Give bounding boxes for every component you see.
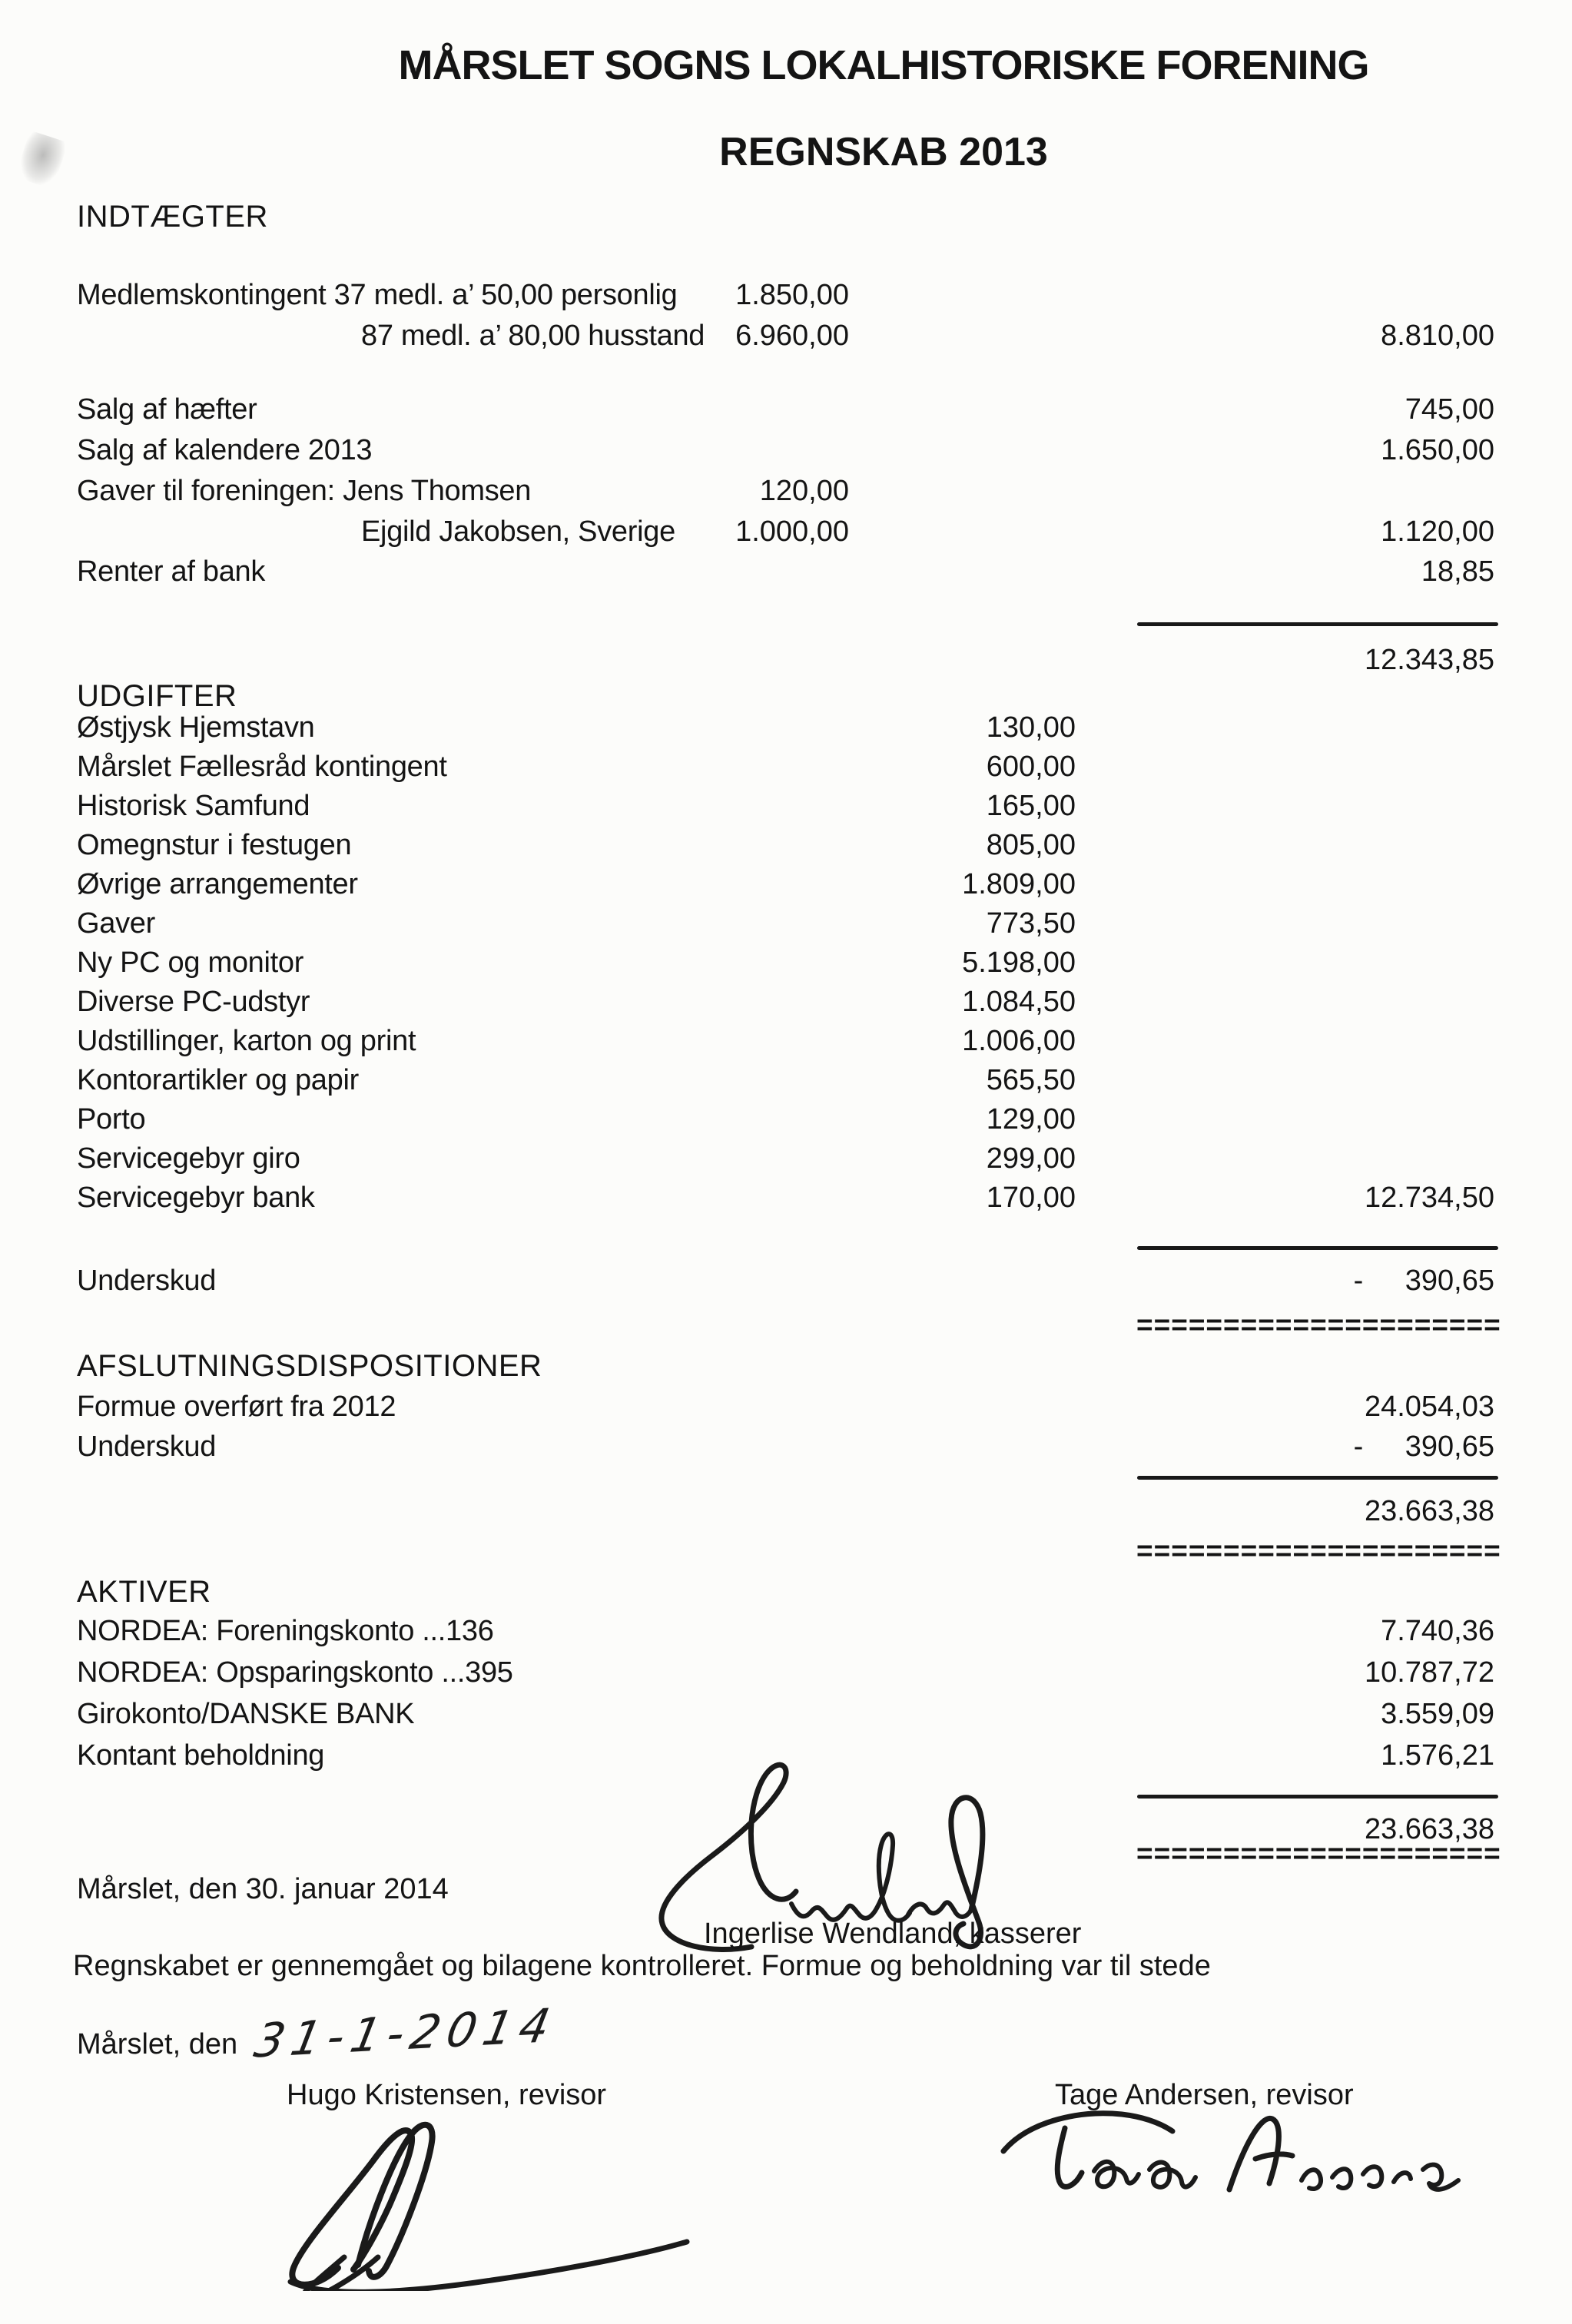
row-amount-total: 390,65 [1405, 1431, 1494, 1463]
row-label: Salg af kalendere 2013 [77, 434, 373, 466]
ledger-row [0, 1615, 1572, 1653]
row-amount-expense: 1.809,00 [962, 868, 1076, 900]
row-amount-expense: 1.006,00 [962, 1025, 1076, 1057]
row-amount-expense: 130,00 [986, 711, 1076, 744]
row-label: Gaver [77, 907, 155, 940]
ledger-row [0, 1431, 1572, 1469]
sum-rule [1137, 1795, 1498, 1799]
row-amount-expense: 170,00 [986, 1182, 1076, 1214]
ledger-row [0, 320, 1572, 358]
double-rule: ===================== [1136, 1309, 1501, 1341]
ledger-row [0, 986, 1572, 1024]
ledger-row [0, 868, 1572, 907]
auditor-left-name: Hugo Kristensen, revisor [287, 2079, 607, 2111]
section-heading-closing: AFSLUTNINGSDISPOSITIONER [77, 1349, 542, 1383]
sum-rule [1137, 622, 1498, 626]
ledger-row [0, 1025, 1572, 1063]
ledger-row [0, 907, 1572, 946]
ledger-row [0, 1064, 1572, 1102]
closing-sum: 23.663,38 [1364, 1495, 1494, 1527]
row-amount-expense: 805,00 [986, 829, 1076, 861]
section-heading-assets: AKTIVER [77, 1575, 211, 1609]
minus-sign: - [1353, 1431, 1364, 1463]
row-label: Gaver til foreningen: Jens Thomsen [77, 475, 532, 507]
ledger-row [0, 751, 1572, 789]
row-amount-sub: 1.000,00 [735, 516, 849, 548]
minus-sign: - [1353, 1265, 1364, 1297]
row-amount-total: 8.810,00 [1381, 320, 1494, 352]
row-label: Medlemskontingent 37 medl. a’ 50,00 personlig [77, 279, 678, 311]
ledger-sum-row [0, 1495, 1572, 1533]
ledger-row [0, 434, 1572, 472]
row-label: Diverse PC-udstyr [77, 986, 310, 1018]
ledger-row [0, 790, 1572, 828]
audit-note: Regnskabet er gennemgået og bilagene kontrolleret. Formue og beholdning var til stede [73, 1950, 1211, 1982]
double-rule: ===================== [1136, 1838, 1501, 1869]
row-label: Salg af hæfter [77, 393, 257, 426]
row-label: Øvrige arrangementer [77, 868, 358, 900]
row-amount-total: 1.576,21 [1381, 1739, 1494, 1772]
row-label: Underskud [77, 1265, 217, 1297]
row-label: Udstillinger, karton og print [77, 1025, 416, 1057]
row-label: Ejgild Jakobsen, Sverige [361, 516, 675, 548]
row-label: Omegnstur i festugen [77, 829, 352, 861]
row-label: 87 medl. a’ 80,00 husstand [361, 320, 705, 352]
sum-rule [1137, 1246, 1498, 1250]
row-label: Porto [77, 1103, 146, 1135]
section-heading-income: INDTÆGTER [77, 200, 268, 234]
row-amount-total: 7.740,36 [1381, 1615, 1494, 1647]
treasurer-place-date: Mårslet, den 30. januar 2014 [77, 1873, 449, 1905]
ledger-row [0, 1698, 1572, 1736]
row-amount-total: 12.734,50 [1364, 1182, 1494, 1214]
row-amount-sub: 120,00 [759, 475, 849, 507]
row-label: NORDEA: Foreningskonto ...136 [77, 1615, 494, 1647]
scan-smudge [15, 131, 68, 190]
row-label: Østjysk Hjemstavn [77, 711, 315, 744]
row-label: Girokonto/DANSKE BANK [77, 1698, 415, 1730]
ledger-row [0, 475, 1572, 513]
row-amount-total: 3.559,09 [1381, 1698, 1494, 1730]
ledger-row [0, 555, 1572, 594]
document-subtitle: REGNSKAB 2013 [719, 130, 1048, 174]
row-amount-sub: 1.850,00 [735, 279, 849, 311]
ledger-row [0, 1103, 1572, 1142]
row-label: Historisk Samfund [77, 790, 310, 822]
row-amount-total: 1.650,00 [1381, 434, 1494, 466]
ledger-row [0, 1656, 1572, 1695]
document-title: MÅRSLET SOGNS LOKALHISTORISKE FORENING [398, 42, 1369, 88]
row-amount-total: 1.120,00 [1381, 516, 1494, 548]
ledger-row [0, 1391, 1572, 1429]
row-amount-expense: 5.198,00 [962, 947, 1076, 979]
row-label: Formue overført fra 2012 [77, 1391, 396, 1423]
double-rule: ===================== [1136, 1535, 1501, 1566]
row-amount-total: 745,00 [1405, 393, 1494, 426]
row-label: Kontant beholdning [77, 1739, 325, 1772]
ledger-row [0, 1265, 1572, 1303]
row-amount-expense: 299,00 [986, 1142, 1076, 1175]
ledger-row [0, 947, 1572, 985]
row-amount-total: 390,65 [1405, 1265, 1494, 1297]
section-heading-expenses: UDGIFTER [77, 679, 237, 713]
row-amount-expense: 1.084,50 [962, 986, 1076, 1018]
row-label: Ny PC og monitor [77, 947, 304, 979]
row-label: Kontorartikler og papir [77, 1064, 359, 1096]
row-label: Underskud [77, 1431, 217, 1463]
auditor-right-name: Tage Andersen, revisor [1055, 2079, 1354, 2111]
treasurer-name: Ingerlise Wendland, kasserer [704, 1918, 1082, 1950]
ledger-sum-row [0, 644, 1572, 682]
ledger-row [0, 393, 1572, 432]
row-amount-total: 10.787,72 [1364, 1656, 1494, 1689]
ledger-row [0, 711, 1572, 750]
ledger-row [0, 516, 1572, 554]
row-label: Renter af bank [77, 555, 266, 588]
row-amount-total: 24.054,03 [1364, 1391, 1494, 1423]
row-amount-sub: 6.960,00 [735, 320, 849, 352]
row-label: Mårslet Fællesråd kontingent [77, 751, 447, 783]
row-amount-expense: 773,50 [986, 907, 1076, 940]
ledger-row [0, 829, 1572, 867]
ledger-row [0, 1182, 1572, 1220]
ledger-row [0, 279, 1572, 317]
signature-auditor-left-image [246, 2107, 707, 2291]
row-label: NORDEA: Opsparingskonto ...395 [77, 1656, 513, 1689]
income-sum: 12.343,85 [1364, 644, 1494, 676]
row-amount-expense: 165,00 [986, 790, 1076, 822]
row-amount-expense: 129,00 [986, 1103, 1076, 1135]
handwritten-date: 31-1-2014 [250, 1998, 562, 2069]
ledger-row [0, 1142, 1572, 1181]
audit-place-prefix: Mårslet, den [77, 2028, 238, 2060]
assets-sum: 23.663,38 [1364, 1813, 1494, 1845]
sum-rule [1137, 1476, 1498, 1480]
row-amount-expense: 600,00 [986, 751, 1076, 783]
row-amount-total: 18,85 [1421, 555, 1494, 588]
row-amount-expense: 565,50 [986, 1064, 1076, 1096]
signature-auditor-right-image [991, 2094, 1491, 2221]
row-label: Servicegebyr giro [77, 1142, 300, 1175]
row-label: Servicegebyr bank [77, 1182, 315, 1214]
